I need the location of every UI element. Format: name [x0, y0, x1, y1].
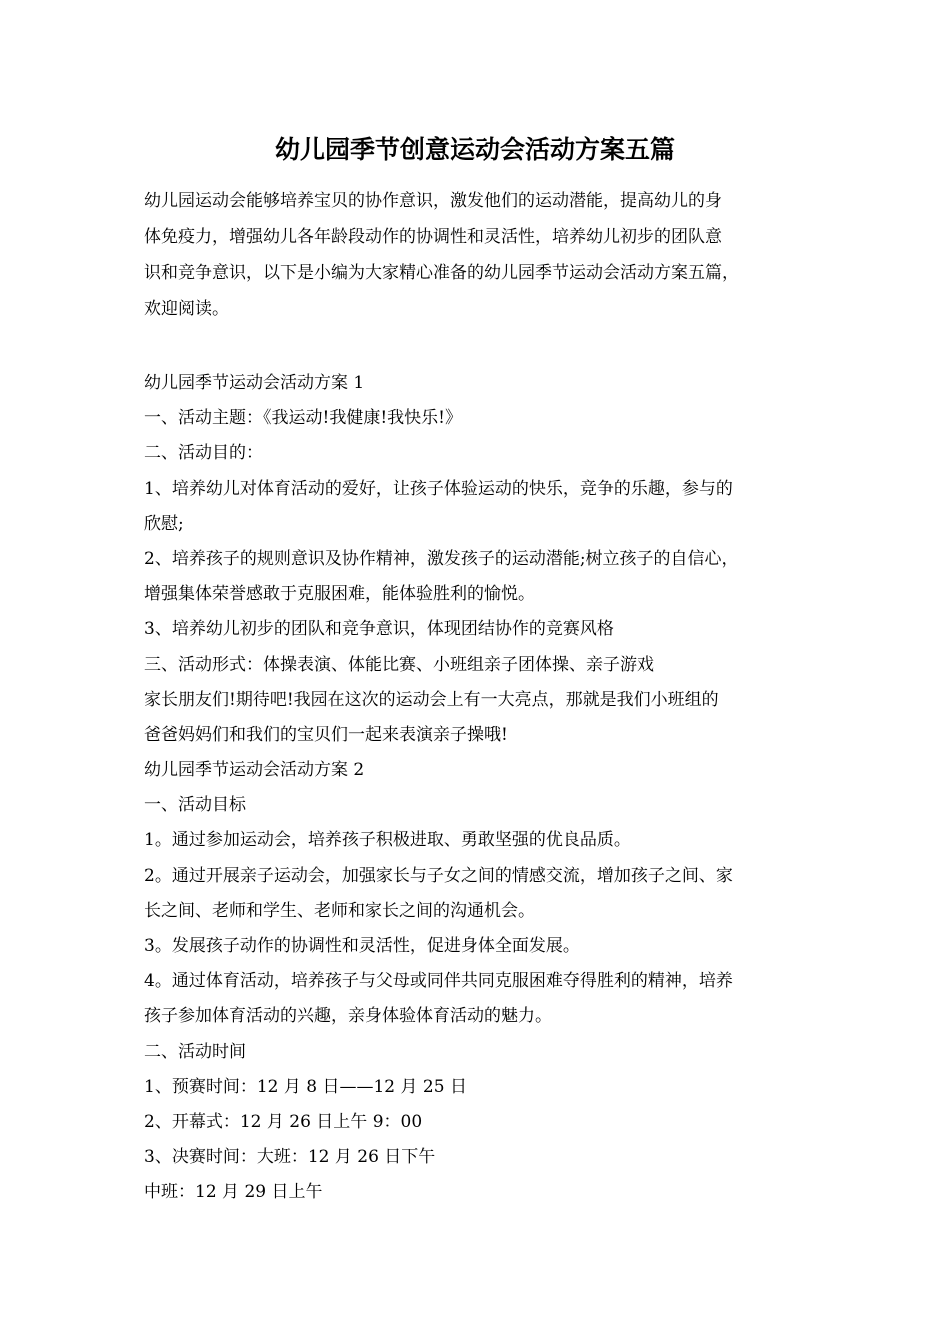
intro-paragraph — [144, 183, 834, 327]
document-title: 幼儿园季节创意运动会活动方案五篇 — [274, 135, 675, 164]
section-heading-plan-1: 幼儿园季节运动会活动方案 1 — [144, 373, 365, 393]
body-line: 增强集体荣誉感敢于克服困难，能体验胜利的愉悦。 — [144, 584, 535, 605]
body-line: 家长朋友们!期待吧!我园在这次的运动会上有一大亮点，那就是我们小班组的 — [144, 689, 719, 710]
body-line: 二、活动时间 — [144, 1041, 246, 1062]
body-line: 二、活动目的： — [144, 443, 263, 464]
body-line: 欣慰; — [144, 513, 184, 534]
intro-line: 幼儿园运动会能够培养宝贝的协作意识，激发他们的运动潜能，提高幼儿的身 — [144, 191, 722, 211]
body-line: 长之间、老师和学生、老师和家长之间的沟通机会。 — [144, 900, 535, 921]
intro-line: 识和竞争意识，以下是小编为大家精心准备的幼儿园季节运动会活动方案五篇， — [144, 263, 739, 283]
body-line: 3、决赛时间：大班：12 月 26 日下午 — [144, 1147, 436, 1168]
intro-line: 欢迎阅读。 — [144, 299, 229, 319]
body-line: 爸爸妈妈们和我们的宝贝们一起来表演亲子操哦! — [144, 724, 508, 745]
body-line: 一、活动目标 — [144, 795, 246, 816]
body-line: 3、培养幼儿初步的团队和竞争意识，体现团结协作的竞赛风格 — [144, 619, 614, 640]
body-line: 3。发展孩子动作的协调性和灵活性，促进身体全面发展。 — [144, 936, 580, 956]
body-line: 孩子参加体育活动的兴趣，亲身体验体育活动的魅力。 — [144, 1006, 552, 1027]
intro-line: 体免疫力，增强幼儿各年龄段动作的协调性和灵活性，培养幼儿初步的团队意 — [144, 227, 722, 247]
body-line: 1、预赛时间：12 月 8 日——12 月 25 日 — [144, 1076, 467, 1097]
body-line: 4。通过体育活动，培养孩子与父母或同伴共同克服困难夺得胜利的精神，培养 — [144, 971, 733, 992]
body-line: 中班：12 月 29 日上午 — [144, 1182, 323, 1203]
body-line: 三、活动形式：体操表演、体能比赛、小班组亲子团体操、亲子游戏 — [144, 654, 654, 675]
section-heading-plan-2: 幼儿园季节运动会活动方案 2 — [144, 760, 365, 781]
body-line: 2、开幕式：12 月 26 日上午 9：00 — [144, 1111, 423, 1132]
body-line: 2。通过开展亲子运动会，加强家长与子女之间的情感交流，增加孩子之间、家 — [144, 865, 733, 886]
document-body — [144, 366, 834, 1211]
body-line: 一、活动主题：《我运动!我健康!我快乐!》 — [144, 408, 462, 429]
body-line: 2、培养孩子的规则意识及协作精神，激发孩子的运动潜能;树立孩子的自信心， — [144, 548, 739, 569]
body-line: 1、培养幼儿对体育活动的爱好，让孩子体验运动的快乐，竞争的乐趣，参与的 — [144, 478, 733, 499]
body-line: 1。通过参加运动会，培养孩子积极进取、勇敢坚强的优良品质。 — [144, 830, 631, 851]
